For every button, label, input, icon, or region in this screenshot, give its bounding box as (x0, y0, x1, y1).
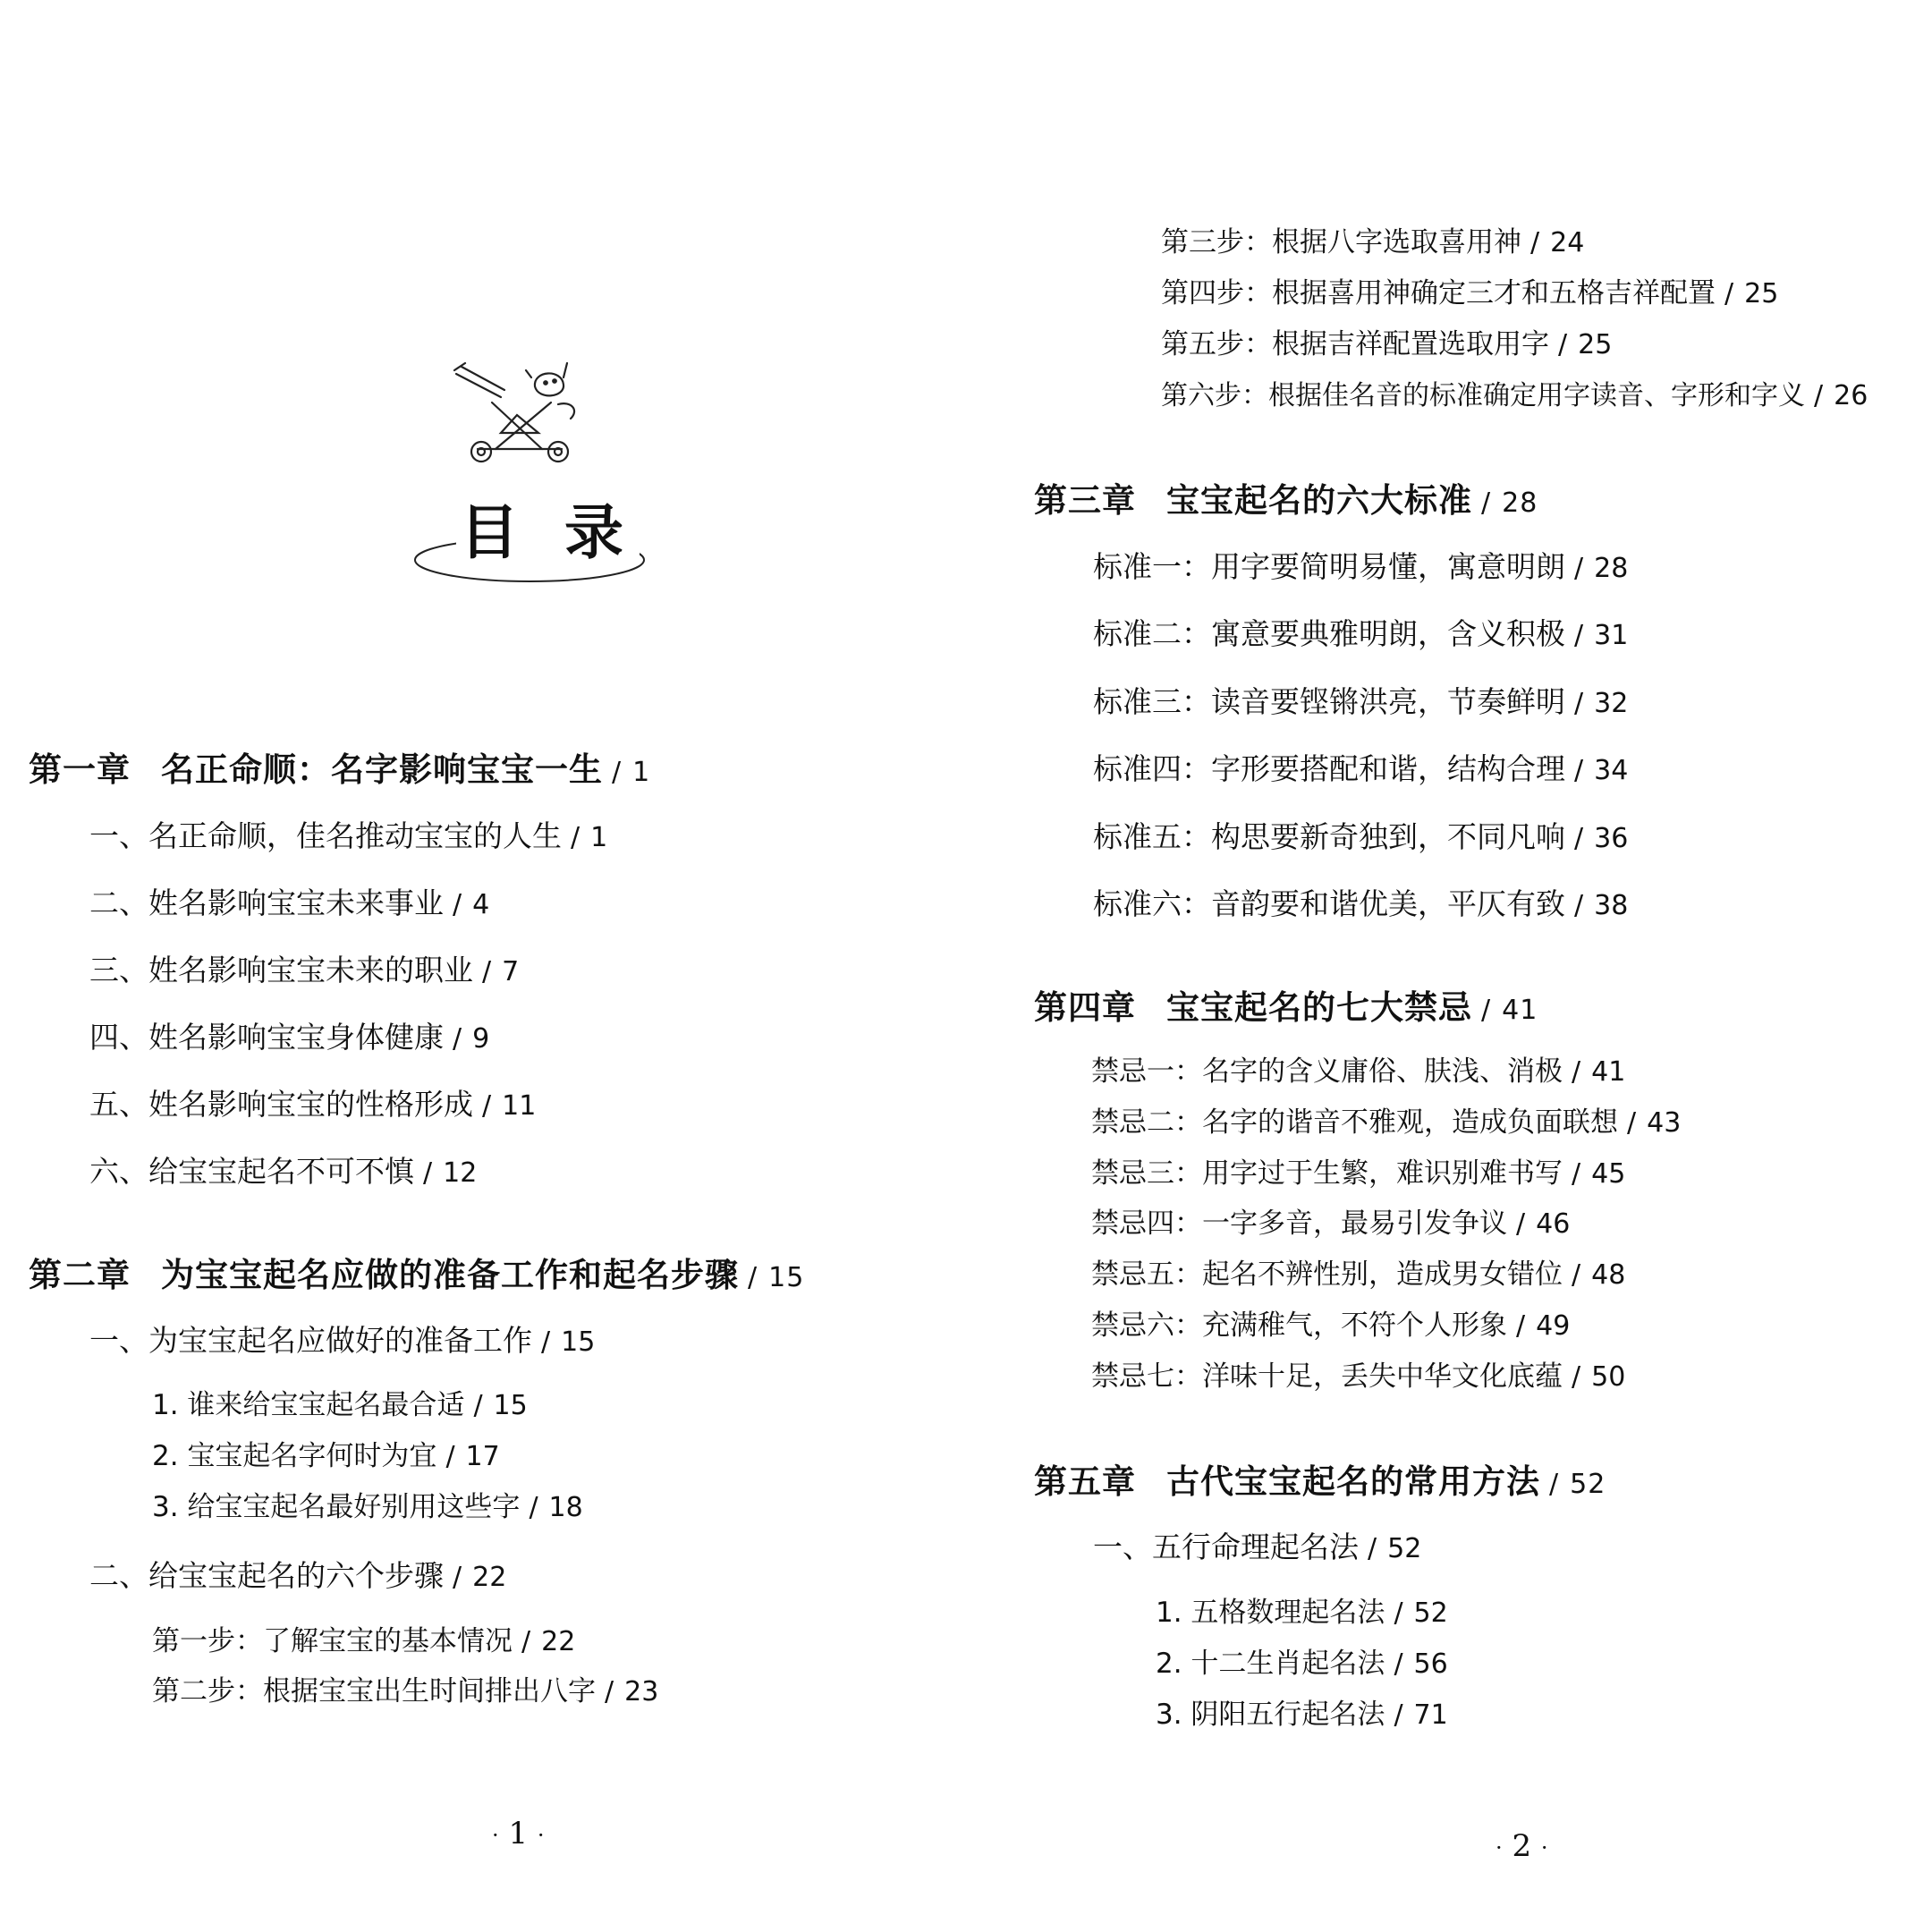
toc-entry: 五、姓名影响宝宝的性格形成 / 11 (89, 1087, 537, 1122)
toc-subentry: 1. 谁来给宝宝起名最合适 / 15 (152, 1389, 528, 1421)
chapter-2-heading: 第二章 为宝宝起名应做的准备工作和起名步骤 / 15 (29, 1255, 805, 1294)
toc-entry: 标准三：读音要铿锵洪亮，节奏鲜明 / 32 (1093, 684, 1629, 719)
right-page (966, 0, 1932, 1932)
page-number: 28 (1502, 487, 1538, 519)
chapter-title: 古代宝宝起名的常用方法 (1166, 1462, 1540, 1501)
toc-entry: 禁忌二：名字的谐音不雅观，造成负面联想 / 43 (1091, 1106, 1682, 1139)
toc-entry: 一、名正命顺，佳名推动宝宝的人生 / 1 (89, 818, 608, 853)
chapter-number: 第二章 (29, 1255, 131, 1294)
toc-section: 一、五行命理起名法 / 52 (1093, 1530, 1422, 1564)
toc-subentry: 第五步：根据吉祥配置选取用字 / 25 (1161, 328, 1613, 360)
toc-subentry: 3. 给宝宝起名最好别用这些字 / 18 (152, 1491, 583, 1523)
chapter-title: 名正命顺：名字影响宝宝一生 (161, 750, 603, 789)
chapter-number: 第三章 (1034, 480, 1136, 520)
toc-entry: 禁忌四：一字多音，最易引发争议 / 46 (1091, 1208, 1571, 1240)
toc-entry: 禁忌五：起名不辨性别，造成男女错位 / 48 (1091, 1258, 1626, 1291)
page-number: 41 (1502, 995, 1538, 1026)
chapter-title: 宝宝起名的六大标准 (1166, 480, 1472, 520)
toc-subentry: 第二步：根据宝宝出生时间排出八字 / 23 (152, 1675, 659, 1707)
toc-entry: 二、姓名影响宝宝未来事业 / 4 (89, 886, 490, 920)
chapter-number: 第一章 (29, 750, 131, 789)
toc-entry: 标准五：构思要新奇独到，不同凡响 / 36 (1093, 819, 1629, 854)
toc-entry: 禁忌六：充满稚气，不符个人形象 / 49 (1091, 1309, 1571, 1342)
chapter-number: 第四章 (1034, 987, 1136, 1027)
toc-subentry: 第三步：根据八字选取喜用神 / 24 (1161, 226, 1585, 258)
toc-entry: 六、给宝宝起名不可不慎 / 12 (89, 1154, 478, 1189)
toc-entry: 标准四：字形要搭配和谐，结构合理 / 34 (1093, 751, 1629, 786)
page-number: 15 (768, 1262, 805, 1293)
chapter-title: 宝宝起名的七大禁忌 (1166, 987, 1472, 1027)
toc-entry: 标准二：寓意要典雅明朗，含义积极 / 31 (1093, 616, 1629, 651)
chapter-5-heading: 第五章 古代宝宝起名的常用方法 / 52 (1034, 1462, 1606, 1501)
toc-entry: 三、姓名影响宝宝未来的职业 / 7 (89, 953, 520, 987)
toc-entry: 四、姓名影响宝宝身体健康 / 9 (89, 1020, 490, 1055)
toc-entry: 禁忌七：洋味十足，丢失中华文化底蕴 / 50 (1091, 1360, 1626, 1393)
toc-subentry: 第四步：根据喜用神确定三才和五格吉祥配置 / 25 (1161, 277, 1779, 309)
toc-entry: 标准六：音韵要和谐优美，平仄有致 / 38 (1093, 886, 1629, 921)
toc-subentry: 第一步：了解宝宝的基本情况 / 22 (152, 1625, 576, 1657)
page-folio: · 2 · (1496, 1828, 1548, 1864)
toc-entry: 标准一：用字要简明易懂，寓意明朗 / 28 (1093, 549, 1629, 584)
toc-subentry: 第六步：根据佳名音的标准确定用字读音、字形和字义 / 26 (1161, 380, 1868, 411)
page-number: 52 (1570, 1469, 1606, 1500)
chapter-3-heading: 第三章 宝宝起名的六大标准 / 28 (1034, 480, 1538, 520)
page-folio: · 1 · (492, 1816, 545, 1852)
toc-subentry: 2. 十二生肖起名法 / 56 (1156, 1648, 1448, 1680)
page-number: 1 (632, 757, 651, 788)
toc-section: 一、为宝宝起名应做好的准备工作 / 15 (89, 1323, 596, 1358)
chapter-title: 为宝宝起名应做的准备工作和起名步骤 (161, 1255, 739, 1294)
page-title: 目 录 (456, 503, 640, 562)
chapter-4-heading: 第四章 宝宝起名的七大禁忌 / 41 (1034, 987, 1538, 1027)
toc-subentry: 3. 阴阳五行起名法 / 71 (1156, 1699, 1448, 1731)
toc-subentry: 2. 宝宝起名字何时为宜 / 17 (152, 1440, 500, 1472)
toc-entry: 禁忌一：名字的含义庸俗、肤浅、消极 / 41 (1091, 1055, 1626, 1088)
toc-section: 二、给宝宝起名的六个步骤 / 22 (89, 1558, 507, 1593)
chapter-number: 第五章 (1034, 1462, 1136, 1501)
toc-entry: 禁忌三：用字过于生繁，难识别难书写 / 45 (1091, 1157, 1626, 1190)
chapter-1-heading: 第一章 名正命顺：名字影响宝宝一生 / 1 (29, 750, 651, 789)
toc-subentry: 1. 五格数理起名法 / 52 (1156, 1597, 1448, 1629)
baby-stroller-icon (445, 351, 597, 471)
